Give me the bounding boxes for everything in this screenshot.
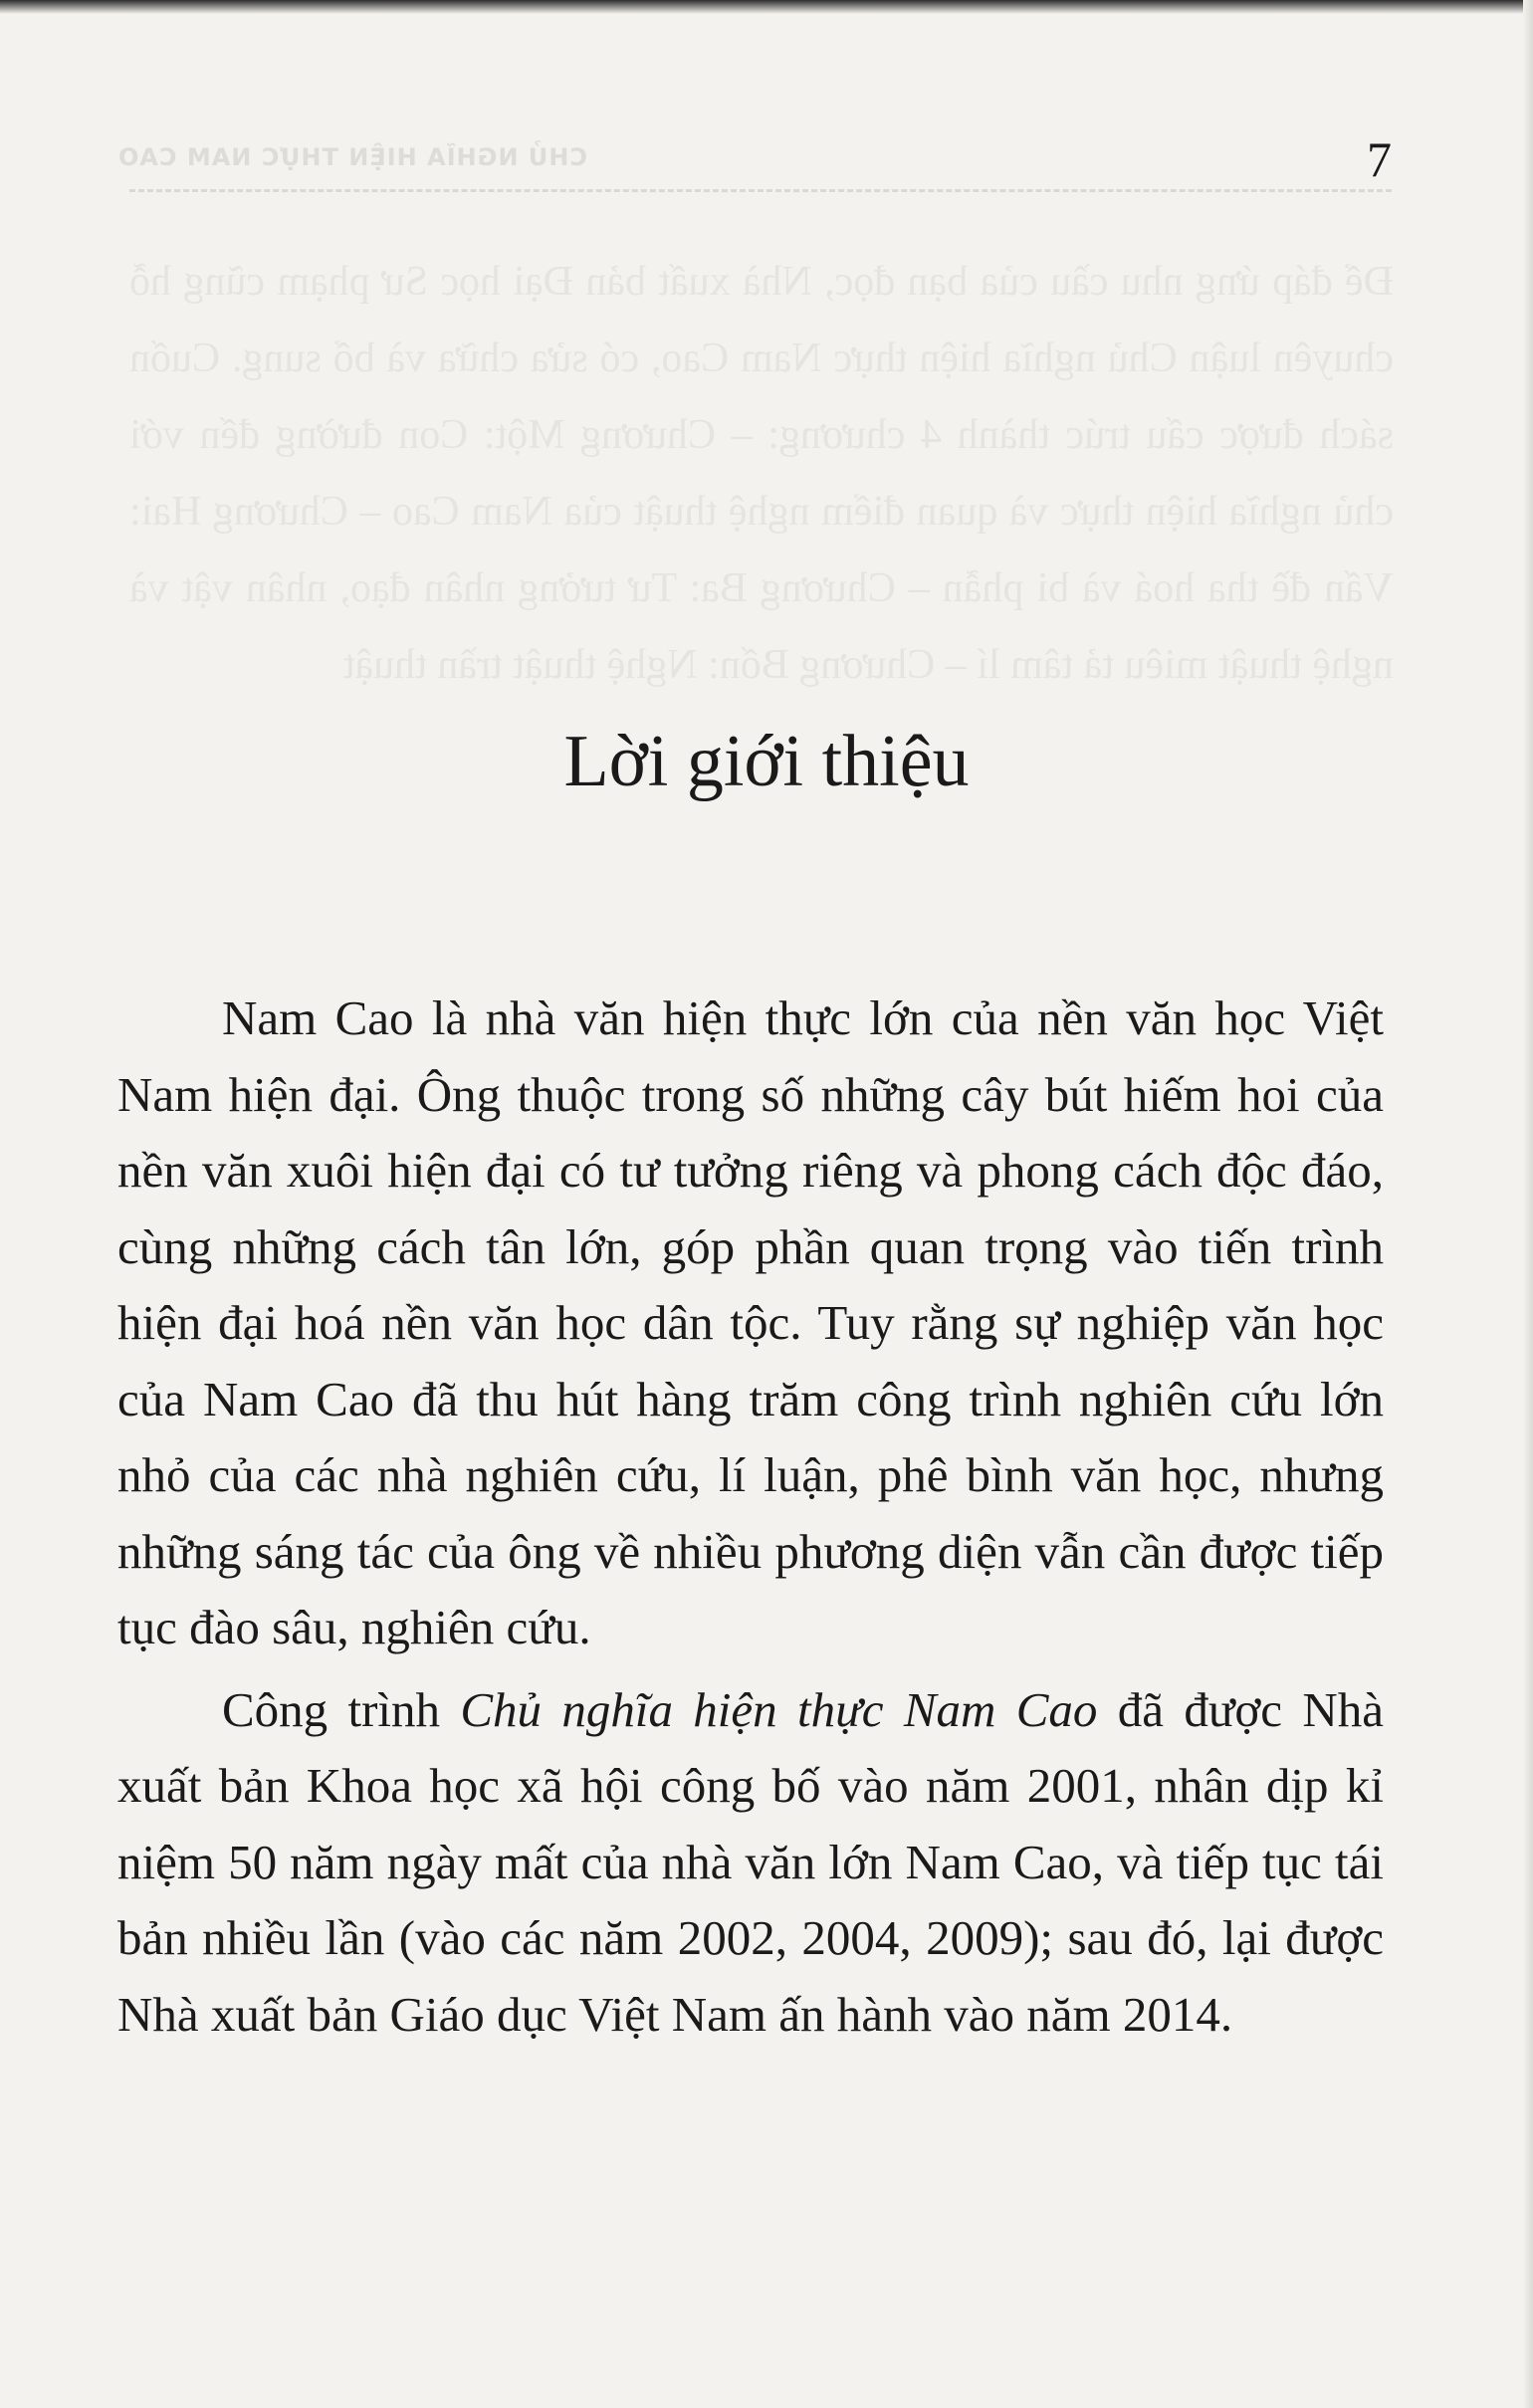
chapter-title: Lời giới thiệu	[563, 721, 970, 802]
running-header	[116, 129, 1392, 192]
body-text	[117, 981, 1384, 2059]
paragraph-2-before: Công trình	[222, 1681, 461, 1737]
paragraph-2	[117, 1672, 1384, 2054]
page-right-edge-shadow	[1523, 0, 1533, 2408]
bleed-through-text: Để đáp ứng nhu cầu của bạn đọc, Nhà xuất bản Đại học Sư phạm cũng hỗ chuyên luận Chủ nghĩa hiện thực Nam Cao, có sửa chữa và bổ sung. Cuốn sách được cấu trúc thành 4 chương: – Chương Một: Con đường đến với chủ nghĩa hiện thực và quan điểm nghệ thuật của Nam Cao – Chương Hai: Vấn đề tha hoá và bi phẫn – Chương Ba: Tư tưởng nhân đạo, nhân vật và nghệ thuật miêu tả tâm lí – Chương Bốn: Nghệ thuật trần thuật	[129, 259, 1394, 688]
paragraph-2-after: đã được Nhà xuất bản Khoa học xã hội công bố vào năm 2001, nhân dịp kỉ niệm 50 năm ngày mất của nhà văn lớn Nam Cao, và tiếp tục tái bản nhiều lần (vào các năm 2002, 2004, 2009); sau đó, lại được Nhà xuất bản Giáo dục Việt Nam ấn hành vào năm 2014.	[117, 1681, 1384, 2042]
paragraph-1: Nam Cao là nhà văn hiện thực lớn của nền văn học Việt Nam hiện đại. Ông thuộc trong số những cây bút hiếm hoi của nền văn xuôi hiện đại có tư tưởng riêng và phong cách độc đáo, cùng những cách tân lớn, góp phần quan trọng vào tiến trình hiện đại hoá nền văn học dân tộc. Tuy rằng sự nghiệp văn học của Nam Cao đã thu hút hàng trăm công trình nghiên cứu lớn nhỏ của các nhà nghiên cứu, lí luận, phê bình văn học, nhưng những sáng tác của ông về nhiều phương diện vẫn cần được tiếp tục đào sâu, nghiên cứu.	[117, 990, 1384, 1654]
page-top-edge-shadow	[0, 0, 1533, 14]
book-title-italic: Chủ nghĩa hiện thực Nam Cao	[460, 1681, 1098, 1737]
page-number: 7	[1367, 131, 1392, 187]
running-header-title: CHỦ NGHĨA HIỆN THỰC NAM CAO	[116, 143, 587, 171]
